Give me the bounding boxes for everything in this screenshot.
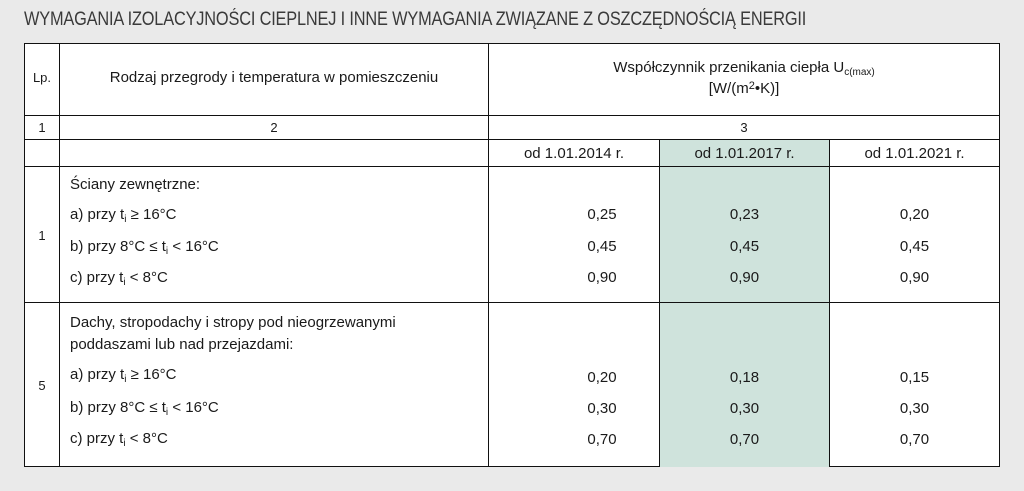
section-heading: Ściany zewnętrzne: — [70, 176, 201, 193]
condition-label: c) przy $t_i < 8^\circ C$ — [70, 269, 168, 288]
value-2017: 0,45 — [729, 238, 760, 255]
value-2021: 0,15 — [899, 369, 930, 386]
date-2017: od 1.01.2017 r. — [694, 145, 795, 162]
value-2014: 0,90 — [587, 269, 617, 286]
section-heading-line2: poddaszami lub nad przejazdami: — [70, 336, 294, 353]
condition-label: a) przy $t_i \ge 16^\circ C$ — [70, 206, 177, 225]
col-number-2: 2 — [270, 120, 278, 135]
value-2014: 0,70 — [587, 431, 617, 448]
value-2021: 0,45 — [899, 238, 930, 255]
row-divider — [25, 302, 999, 303]
page-title: WYMAGANIA IZOLACYJNOŚCI CIEPLNEJ I INNE WYMAGANIA ZWIĄZANE Z OSZCZĘDNOŚCIĄ ENERGII — [24, 9, 807, 30]
condition-label: a) przy $t_i \ge 16^\circ C$ — [70, 366, 177, 385]
value-2021: 0,70 — [899, 431, 930, 448]
value-2017: 0,23 — [729, 206, 760, 223]
value-2017: 0,18 — [729, 369, 760, 386]
value-2014: 0,20 — [587, 369, 617, 386]
header-unit — [489, 80, 999, 98]
condition-label: c) przy $t_i < 8^\circ C$ — [70, 430, 168, 449]
value-2021: 0,90 — [899, 269, 930, 286]
value-2021: 0,20 — [899, 206, 930, 223]
col-number-3: 3 — [740, 120, 748, 135]
header-unit-sup: 2 — [748, 80, 755, 92]
section-lp: 5 — [38, 378, 46, 393]
col-number-1: 1 — [38, 120, 46, 135]
condition-label: b) przy $8^\circ C \le t_i < 16^\circ C$ — [70, 399, 219, 418]
condition-label: b) przy $8^\circ C \le t_i < 16^\circ C$ — [70, 238, 219, 257]
date-2021: od 1.01.2021 r. — [864, 145, 965, 162]
value-2017: 0,90 — [729, 269, 760, 286]
date-2014: od 1.01.2014 r. — [523, 145, 625, 162]
header-lp: Lp. — [32, 70, 52, 85]
requirements-table — [24, 43, 1000, 467]
section-heading-line1: Dachy, stropodachy i stropy pod nieogrzewanymi — [70, 314, 396, 331]
row-divider — [25, 166, 999, 167]
value-2017: 0,70 — [729, 431, 760, 448]
value-2021: 0,30 — [899, 400, 930, 417]
value-2014: 0,30 — [587, 400, 617, 417]
header-unit-suffix: •K)] — [754, 80, 780, 97]
header-wspolczynnik-text: Współczynnik przenikania ciepła U — [613, 59, 845, 76]
section-lp: 1 — [38, 228, 46, 243]
header-wspolczynnik — [489, 59, 999, 77]
header-rodzaj: Rodzaj przegrody i temperatura w pomieszczeniu — [109, 69, 439, 86]
row-divider — [25, 115, 999, 116]
header-unit-prefix: [W/(m — [708, 80, 749, 97]
col-divider — [59, 44, 60, 467]
row-divider — [25, 139, 999, 140]
value-2014: 0,25 — [587, 206, 617, 223]
value-2017: 0,30 — [729, 400, 760, 417]
value-2014: 0,45 — [587, 238, 617, 255]
header-wspolczynnik-sub: c(max) — [844, 67, 875, 78]
